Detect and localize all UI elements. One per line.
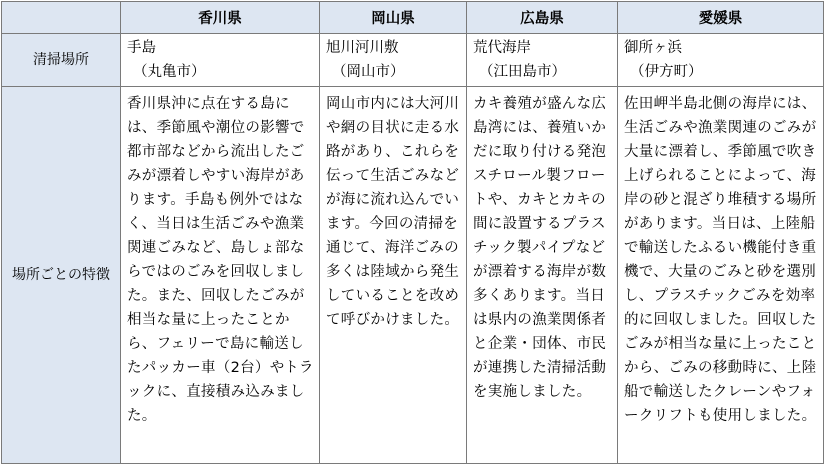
row-header-features: 場所ごとの特徴: [2, 87, 121, 464]
row-header-location: 清掃場所: [2, 34, 121, 87]
column-header-kagawa: 香川県: [121, 2, 320, 34]
location-city: （丸亀市）: [133, 64, 206, 80]
location-cell-okayama: [320, 34, 467, 87]
header-row: [2, 2, 824, 34]
cleanup-location-row: [2, 34, 824, 87]
location-city: （江田島市）: [479, 64, 566, 80]
location-name: 旭川河川敷: [326, 40, 399, 56]
location-name: 御所ヶ浜: [624, 40, 682, 56]
column-header-hiroshima: 広島県: [467, 2, 618, 34]
cleanup-comparison-table: [1, 1, 824, 464]
location-cell-ehime: [618, 34, 824, 87]
location-name: 手島: [127, 40, 156, 56]
location-cell-kagawa: [121, 34, 320, 87]
corner-cell: [2, 2, 121, 34]
location-name: 荒代海岸: [473, 40, 531, 56]
feature-cell-ehime: 佐田岬半島北側の海岸には、生活ごみや漁業関連のごみが大量に漂着し、季節風で吹き上げられることによって、海岸の砂と混ざり堆積する場所があります。当日は、上陸船で輸送したふるい機能付き重機で、大量のごみと砂を選別し、プラスチックごみを効率的に回収しました。回収したごみが相当な量に上ったことから、ごみの移動時に、上陸船で輸送したクレーンやフォークリフトも使用しました。: [618, 87, 824, 464]
feature-cell-kagawa: 香川県沖に点在する島には、季節風や潮位の影響で都市部などから流出したごみが漂着しやすい海岸があります。手島も例外ではなく、当日は生活ごみや漁業関連ごみなど、島しょ部ならではのごみを回収しました。また、回収したごみが相当な量に上ったことから、フェリーで島に輸送したパッカー車（2台）やトラックに、直接積み込みました。: [121, 87, 320, 464]
location-city: （岡山市）: [332, 64, 405, 80]
column-header-okayama: 岡山県: [320, 2, 467, 34]
location-city: （伊方町）: [630, 64, 703, 80]
feature-cell-hiroshima: カキ養殖が盛んな広島湾には、養殖いかだに取り付ける発泡スチロール製フロートや、カキとカキの間に設置するプラスチック製パイプなどが漂着する海岸が数多くあります。当日は県内の漁業関係者と企業・団体、市民が連携した清掃活動を実施しました。: [467, 87, 618, 464]
column-header-ehime: 愛媛県: [618, 2, 824, 34]
location-features-row: [2, 87, 824, 464]
feature-cell-okayama: 岡山市内には大河川や網の目状に走る水路があり、これらを伝って生活ごみなどが海に流れ込んでいます。今回の清掃を通じて、海洋ごみの多くは陸域から発生していることを改めて呼びかけました。: [320, 87, 467, 464]
location-cell-hiroshima: [467, 34, 618, 87]
